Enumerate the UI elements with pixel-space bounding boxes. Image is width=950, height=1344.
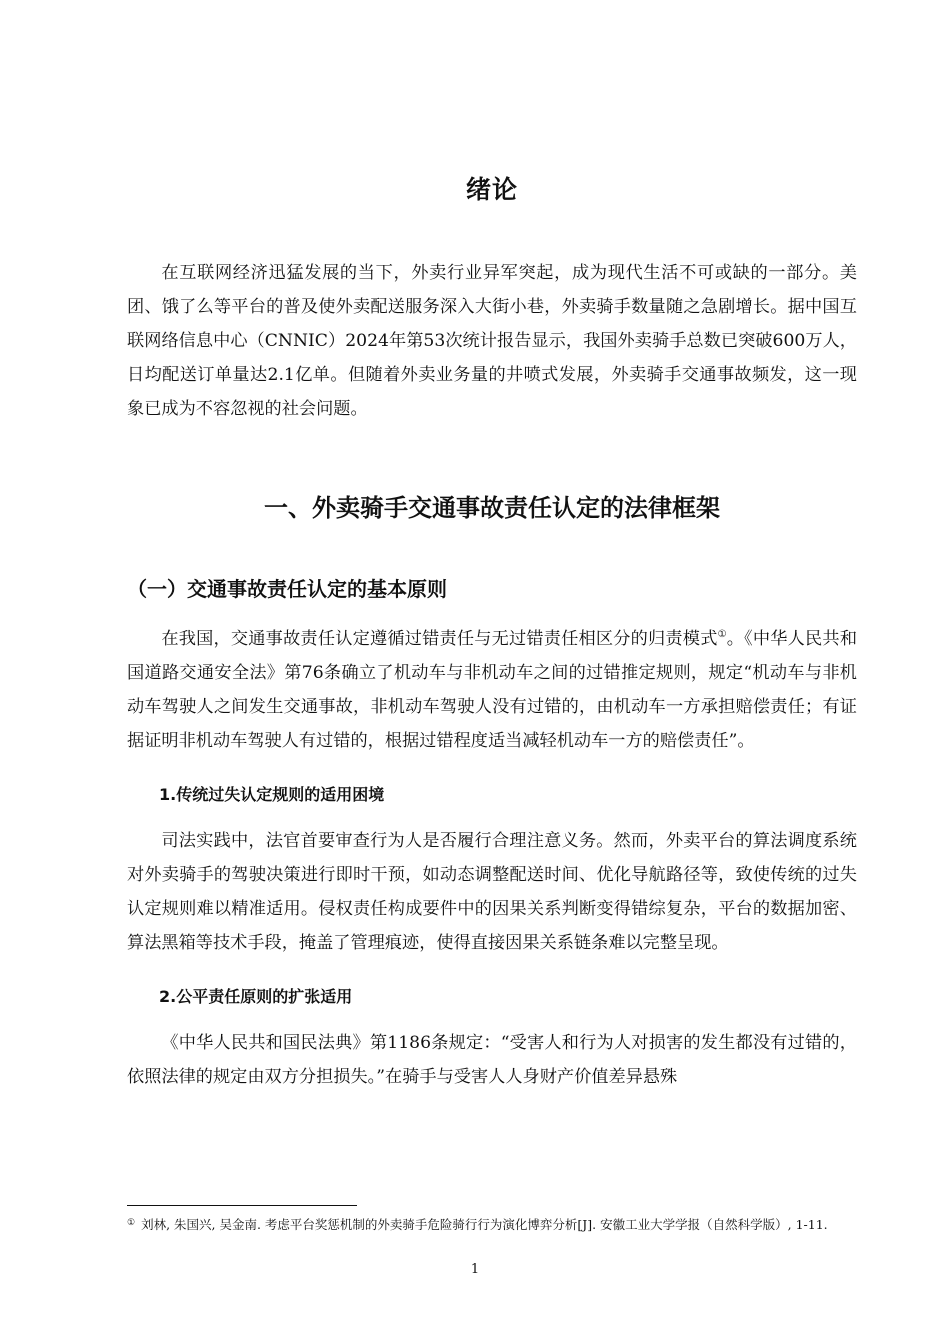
footnote xyxy=(127,1215,857,1235)
footnote-divider xyxy=(127,1205,357,1206)
page-content xyxy=(127,170,857,1094)
footnote-text: 刘林, 朱国兴, 吴金南. 考虑平台奖惩机制的外卖骑手危险骑行行为演化博弈分析[J]. 安徽工业大学学报（自然科学版）, 1-11. xyxy=(141,1217,828,1232)
footnote-mark: ① xyxy=(127,1218,136,1228)
page-title: 绪论 xyxy=(465,175,518,204)
section-heading: （一）交通事故责任认定的基本原则 xyxy=(127,577,447,601)
subsection-heading-2: 2.公平责任原则的扩张适用 xyxy=(159,987,353,1006)
page-number: 1 xyxy=(470,1262,480,1277)
section-paragraph xyxy=(127,622,857,758)
subsection-paragraph-2: 《中华人民共和国民法典》第1186条规定：“受害人和行为人对损害的发生都没有过错的，依照法律的规定由双方分担损失。”在骑手与受害人人身财产价值差异悬殊 xyxy=(127,1033,857,1087)
section-paragraph-text-end: 。《中华人民共和国道路交通安全法》第76条确立了机动车与非机动车之间的过错推定规则，规定“机动车与非机动车驾驶人之间发生交通事故，非机动车驾驶人没有过错的，由机动车一方承担赔偿责任；有证据证明非机动车驾驶人有过错的，根据过错程度适当减轻机动车一方的赔偿责任”。 xyxy=(127,629,858,751)
chapter-heading: 一、外卖骑手交通事故责任认定的法律框架 xyxy=(264,494,720,522)
footnote-reference-mark[interactable]: ① xyxy=(717,629,727,640)
intro-paragraph: 在互联网经济迅猛发展的当下，外卖行业异军突起，成为现代生活不可或缺的一部分。美团、饿了么等平台的普及使外卖配送服务深入大街小巷，外卖骑手数量随之急剧增长。据中国互联网络信息中心（CNNIC）2024年第53次统计报告显示，我国外卖骑手总数已突破600万人，日均配送订单量达2.1亿单。但随着外卖业务量的井喷式发展，外卖骑手交通事故频发，这一现象已成为不容忽视的社会问题。 xyxy=(127,263,857,419)
subsection-paragraph-1: 司法实践中，法官首要审查行为人是否履行合理注意义务。然而，外卖平台的算法调度系统对外卖骑手的驾驶决策进行即时干预，如动态调整配送时间、优化导航路径等，致使传统的过失认定规则难以精准适用。侵权责任构成要件中的因果关系判断变得错综复杂，平台的数据加密、算法黑箱等技术手段，掩盖了管理痕迹，使得直接因果关系链条难以完整呈现。 xyxy=(127,831,857,953)
subsection-heading-1: 1.传统过失认定规则的适用困境 xyxy=(159,785,385,804)
section-paragraph-text-start: 在我国，交通事故责任认定遵循过错责任与无过错责任相区分的归责模式 xyxy=(161,629,718,649)
